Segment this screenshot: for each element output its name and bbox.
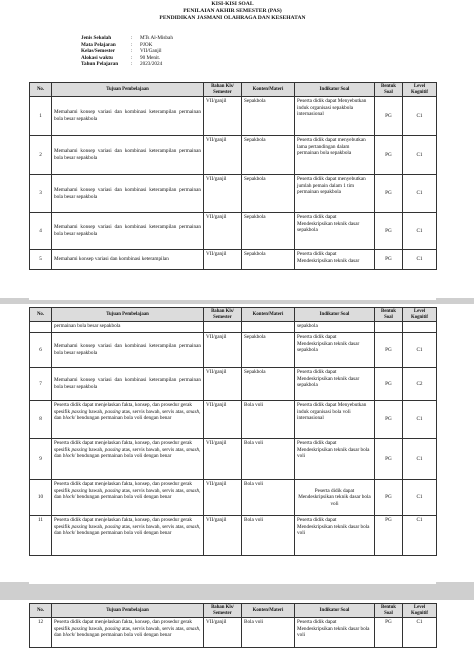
column-header-indikator: Indikator Soal [295,604,375,618]
tujuan-term: passing [71,523,88,530]
tujuan-text: / bendungan permainan bola voli dengan benar [74,632,172,639]
cell-konten: Sepakbola [242,368,295,401]
tujuan-text: , dan [54,487,201,501]
cell-level: C1 [403,516,437,556]
cell-tujuan: Memahami konsep variasi dan kombinasi keterampilan permainan bola besar sepakbola [52,136,204,175]
tujuan-text: , dan [54,408,201,422]
meta-row [81,61,436,68]
cell-no: 6 [30,333,52,368]
cell-indikator: Peserta didik dapat Mendeskripsikan teknik dasar bola voli [295,516,375,556]
cell-bentuk: PG [375,368,403,401]
cell-bentuk [375,322,403,333]
cell-level: C1 [403,439,437,480]
cell-bentuk: PG [375,175,403,213]
cell-level: C1 [403,401,437,439]
tujuan-term: smash [186,446,200,453]
cell-tujuan: Memahami konsep variasi dan kombinasi keterampilan permainan bola besar sepakbola [52,175,204,213]
tujuan-term: passing [104,625,121,632]
cell-bentuk: PG [375,213,403,250]
column-header-bentuk: Bentuk Soal [375,604,403,618]
tujuan-text: Peserta didik dapat menjelaskan fakta, konsep, dan prosedur gerak spesifik [54,402,192,415]
cell-konten: Sepakbola [242,250,295,270]
tujuan-text: Peserta didik dapat menjelaskan fakta, konsep, dan prosedur gerak spesifik [54,440,192,453]
cell-level [403,322,437,333]
cell-bentuk: PG [375,480,403,516]
cell-indikator: Peserta didik dapat Mendeskripsikan teknik dasar sepakbola [295,333,375,368]
subject-title: PENDIDIKAN JASMANI OLAHRAGA DAN KESEHATAN [159,14,306,21]
cell-no: 2 [30,136,52,175]
tujuan-text: , dan [54,625,201,639]
meta-separator: : [131,54,133,61]
column-header-bahan: Bahan Kls/ Semester [204,83,242,97]
meta-key: Kelas/Semester [81,48,115,55]
cell-no: 10 [30,480,52,516]
column-header-no: No. [30,83,52,97]
table-row [30,175,437,213]
cell-indikator: Peserta didik dapat Mendeskripsikan teknik dasar [295,250,375,270]
tujuan-term: passing [104,446,121,453]
table-row [30,480,437,516]
cell-bentuk: PG [375,250,403,270]
column-header-bentuk: Bentuk Soal [375,83,403,97]
cell-indikator: Peserta didik dapat menyebutkan lama pertandingan dalam permainan bola sepakbola [295,136,375,175]
cell-bahan [204,322,242,333]
tujuan-term: block [62,632,75,639]
cell-konten: Sepakbola [242,213,295,250]
column-header-bahan: Bahan Kls/ Semester [204,604,242,618]
tujuan-text: bawah, [87,523,105,530]
tujuan-term: block [62,530,75,537]
cell-tujuan: Memahami konsep variasi dan kombinasi keterampilan permainan bola besar sepakbola [52,368,204,401]
tujuan-term: passing [71,487,88,494]
table-row-continued [30,322,437,333]
cell-indikator: Peserta didik dapat menyebutkan jumlah pemain dalam 1 tim permainan sepakbola [295,175,375,213]
meta-row [81,55,436,62]
cell-bentuk: PG [375,516,403,556]
meta-row [81,48,436,55]
cell-tujuan: Memahami konsep variasi dan kombinasi keterampilan permainan bola besar sepakbola [52,97,204,136]
tujuan-text: bawah, [87,625,105,632]
table-row [30,250,437,270]
tujuan-text: Peserta didik dapat menjelaskan fakta, konsep, dan prosedur gerak spesifik [54,517,192,530]
tujuan-text: Peserta didik dapat menjelaskan fakta, konsep, dan prosedur gerak spesifik [54,481,192,494]
cell-indikator: Peserta didik dapat Mendeskripsikan teknik dasar bola voli [295,618,375,648]
meta-separator: : [131,34,133,41]
cell-indikator: Peserta didik dapat Mendeskripsikan teknik dasar sepakbola [295,368,375,401]
meta-value: 90 Menit. [140,54,161,61]
cell-indikator: Peserta didik dapat Menyebutkan induk organisasi sepakbola internasional [295,97,375,136]
cell-bahan: VII/ganjil [204,368,242,401]
cell-no: 12 [30,618,52,648]
column-header-konten: Konten/Materi [242,308,295,322]
cell-bentuk: PG [375,136,403,175]
column-header-no: No. [30,604,52,618]
cell-indikator: Peserta didik dapat Mendeskripsikan teknik dasar bola voli [295,439,375,480]
cell-indikator: sepakbola [295,322,375,333]
cell-level: C1 [403,480,437,516]
table-row [30,401,437,439]
cell-bahan: VII/ganjil [204,136,242,175]
meta-separator: : [131,41,133,48]
cell-level: C1 [403,333,437,368]
grid-table-page-3 [29,603,437,648]
cell-level: C1 [403,213,437,250]
meta-value: MTs Al-Misbah [140,34,173,41]
column-header-tujuan: Tujuan Pembelajaan [52,604,204,618]
cell-konten: Bola voli [242,401,295,439]
cell-no: 7 [30,368,52,401]
cell-level: C1 [403,175,437,213]
cell-level: C1 [403,97,437,136]
cell-konten: Bola voli [242,618,295,648]
tujuan-term: smash [186,408,200,415]
tujuan-term: passing [71,625,88,632]
cell-bahan: VII/ganjil [204,480,242,516]
tujuan-text: / bendungan permainan bola voli dengan benar [74,453,172,460]
tujuan-text: , dan [54,523,201,537]
cell-bahan: VII/ganjil [204,516,242,556]
tujuan-text: atas, servis bawah, servis atas, [120,408,187,415]
identity-block [81,35,436,68]
cell-no: 3 [30,175,52,213]
tujuan-term: block [62,453,75,460]
cell-level: C1 [403,250,437,270]
meta-separator: : [131,61,133,68]
cell-konten: Sepakbola [242,333,295,368]
column-header-no: No. [30,308,52,322]
cell-no: 11 [30,516,52,556]
meta-key: Mata Pelajaran [81,41,116,48]
cell-konten [242,322,295,333]
cell-tujuan [52,439,204,480]
cell-bahan: VII/ganjil [204,618,242,648]
cell-no: 8 [30,401,52,439]
grid-table-page-2 [29,307,437,556]
cell-bentuk: PG [375,618,403,648]
document-title-block [29,0,436,22]
tujuan-term: passing [71,408,88,415]
column-header-tujuan: Tujuan Pembelajaan [52,308,204,322]
tujuan-text: bawah, [87,408,105,415]
cell-bahan: VII/ganjil [204,97,242,136]
cell-no [30,322,52,333]
meta-row [81,42,436,49]
tujuan-text: bawah, [87,487,105,494]
tujuan-term: passing [104,523,121,530]
tujuan-text: Peserta didik dapat menjelaskan fakta, konsep, dan prosedur gerak spesifik [54,619,192,632]
tujuan-text: , dan [54,446,201,460]
tujuan-text: / bendungan permainan bola voli dengan benar [74,494,172,501]
table-header-row [30,83,437,97]
cell-no: 9 [30,439,52,480]
cell-konten: Sepakbola [242,136,295,175]
column-header-bentuk: Bentuk Soal [375,308,403,322]
cell-bentuk: PG [375,439,403,480]
cell-bentuk: PG [375,401,403,439]
cell-tujuan [52,401,204,439]
cell-tujuan: Memahami konsep variasi dan kombinasi keterampilan permainan bola besar sepakbola [52,333,204,368]
tujuan-text: atas, servis bawah, servis atas, [120,487,187,494]
cell-tujuan [52,516,204,556]
cell-bahan: VII/ganjil [204,213,242,250]
cell-bentuk: PG [375,333,403,368]
table-row [30,516,437,556]
cell-tujuan: Memahami konsep variasi dan kombinasi keterampilan [52,250,204,270]
tujuan-term: smash [186,487,200,494]
tujuan-term: passing [104,487,121,494]
cell-bentuk: PG [375,97,403,136]
column-header-level: Level Kognitif [403,604,437,618]
tujuan-term: passing [71,446,88,453]
cell-indikator: Peserta didik dapat Menyebutkan induk organisasi bola voli internasional [295,401,375,439]
table-row [30,439,437,480]
document-page-1 [29,0,436,300]
cell-konten: Bola voli [242,516,295,556]
meta-value: PJOK [140,41,153,48]
cell-indikator: Peserta didik dapat Mendeskripsikan teknik dasar sepakbola [295,213,375,250]
cell-bahan: VII/ganjil [204,439,242,480]
column-header-tujuan: Tujuan Pembelajaan [52,83,204,97]
document-title: KISI-KISI SOAL [211,1,254,7]
document-page-3 [29,600,436,639]
tujuan-term: smash [186,625,200,632]
column-header-bahan: Bahan Kls/ Semester [204,308,242,322]
column-header-level: Level Kognitif [403,83,437,97]
document-subtitle: PENILAIAN AKHIR SEMESTER (PAS) [183,7,282,14]
cell-tujuan: Memahami konsep variasi dan kombinasi keterampilan permainan bola besar sepakbola [52,213,204,250]
cell-konten: Bola voli [242,439,295,480]
tujuan-term: smash [186,523,200,530]
document-page-2 [29,304,436,584]
cell-no: 4 [30,213,52,250]
tujuan-text: atas, servis bawah, servis atas, [120,625,187,632]
meta-key: Alokasi waktu [81,54,113,61]
table-row [30,368,437,401]
cell-bahan: VII/ganjil [204,175,242,213]
table-row [30,97,437,136]
column-header-level: Level Kognitif [403,308,437,322]
column-header-indikator: Indikator Soal [295,308,375,322]
table-header-row [30,604,437,618]
table-row [30,213,437,250]
tujuan-term: block [62,415,75,422]
tujuan-term: block [62,494,75,501]
cell-bahan: VII/ganjil [204,250,242,270]
page-gap [0,582,474,600]
tujuan-text: bawah, [87,446,105,453]
meta-row [81,35,436,42]
cell-tujuan [52,480,204,516]
tujuan-term: passing [104,408,121,415]
cell-konten: Bola voli [242,480,295,516]
cell-tujuan: permainan bola besar sepakbola [52,322,204,333]
meta-key: Tahun Pelajaran [81,61,119,68]
grid-table-page-1 [29,82,437,270]
cell-konten: Sepakbola [242,97,295,136]
column-header-konten: Konten/Materi [242,83,295,97]
cell-indikator: Peserta didik dapat Mendeskripsikan teknik dasar bola voli [295,480,375,516]
column-header-indikator: Indikator Soal [295,83,375,97]
tujuan-text: / bendungan permainan bola voli dengan benar [74,530,172,537]
meta-value: 2023/2024 [140,61,163,68]
cell-level: C1 [403,136,437,175]
cell-bahan: VII/ganjil [204,401,242,439]
meta-separator: : [131,48,133,55]
cell-level: C2 [403,368,437,401]
cell-no: 1 [30,97,52,136]
cell-no: 5 [30,250,52,270]
table-row [30,136,437,175]
cell-tujuan [52,618,204,648]
table-row [30,333,437,368]
column-header-konten: Konten/Materi [242,604,295,618]
meta-key: Jenis Sekolah [81,34,112,41]
cell-bahan: VII/ganjil [204,333,242,368]
cell-konten: Sepakbola [242,175,295,213]
meta-value: VII/Ganjil [140,48,162,55]
cell-level: C1 [403,618,437,648]
tujuan-text: atas, servis bawah, servis atas, [120,446,187,453]
tujuan-text: / bendungan permainan bola voli dengan benar [74,415,172,422]
table-header-row [30,308,437,322]
table-row [30,618,437,648]
tujuan-text: atas, servis bawah, servis atas, [120,523,187,530]
